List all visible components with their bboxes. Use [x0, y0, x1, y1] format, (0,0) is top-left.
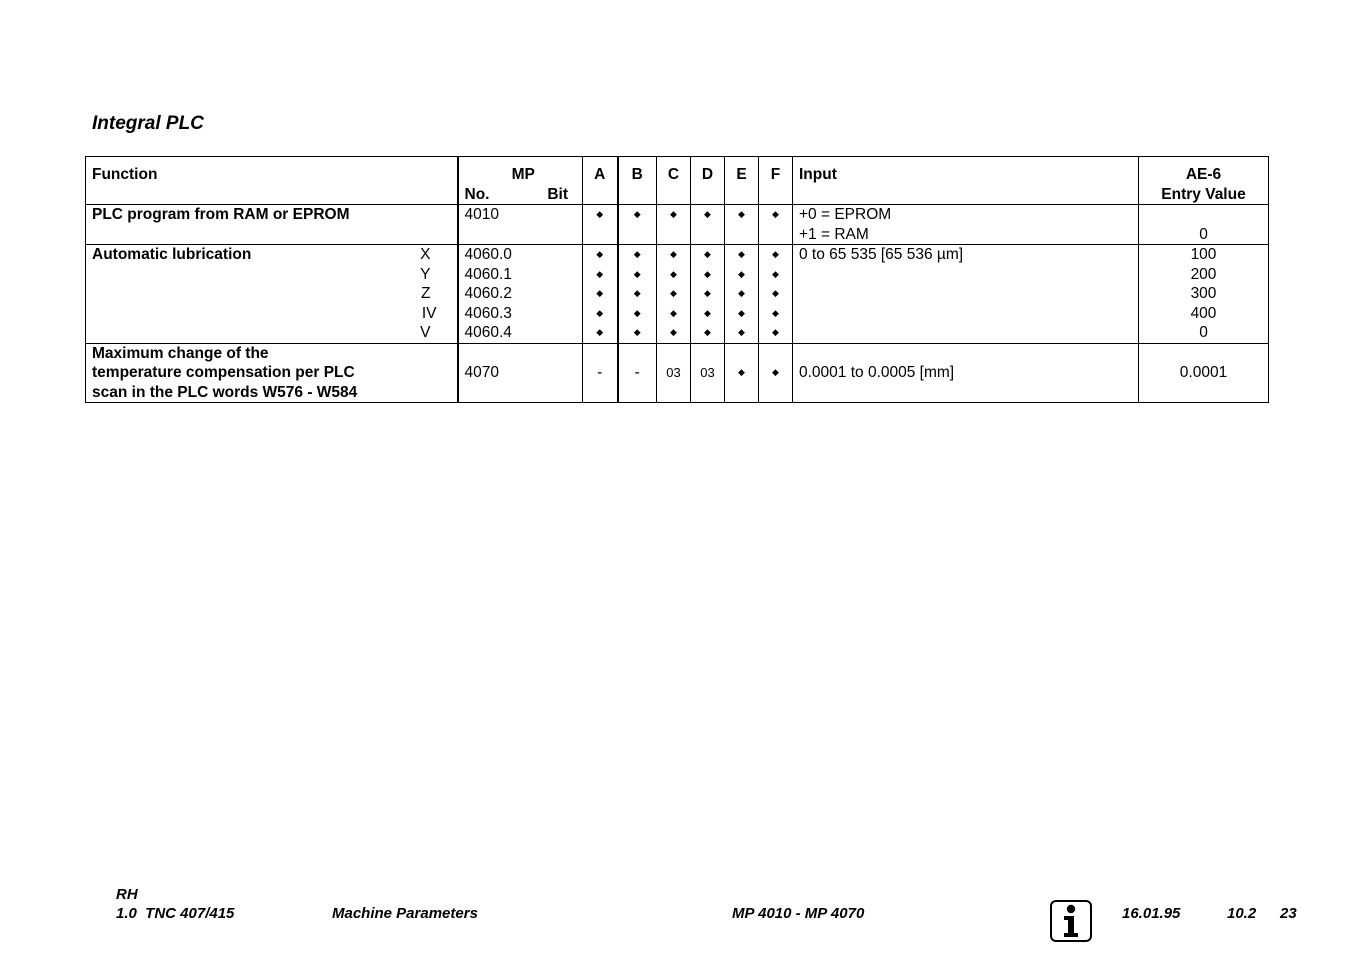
flag-c: 03: [657, 343, 691, 403]
flag-c: ◆: [657, 205, 691, 245]
flag-b: -: [618, 343, 657, 403]
header-b: B: [618, 157, 657, 205]
header-function: Function: [86, 157, 458, 205]
mp-number: 4060.0: [464, 246, 512, 263]
flag-e: ◆ ◆ ◆ ◆ ◆: [725, 245, 759, 344]
input-line: +1 = RAM: [799, 225, 869, 243]
input-line: +0 = EPROM: [799, 206, 892, 223]
entry-value: 0.0001: [1139, 343, 1269, 403]
header-c: C: [657, 157, 691, 205]
table-row: [86, 245, 1269, 344]
flag-a: ◆: [583, 205, 618, 245]
input-cell: [793, 205, 1139, 245]
entry-value: 0: [1199, 324, 1208, 341]
input-cell: 0 to 65 535 [65 536 µm]: [793, 245, 1139, 344]
input-cell: 0.0001 to 0.0005 [mm]: [793, 343, 1139, 403]
header-a: A: [583, 157, 618, 205]
table-row: [86, 205, 1269, 245]
header-entry: [1139, 157, 1269, 205]
axis-label: Y: [420, 265, 431, 283]
function-line: temperature compensation per PLC: [92, 364, 355, 381]
header-mp: [458, 157, 583, 205]
header-bit: Bit: [547, 185, 568, 203]
flag-d: ◆ ◆ ◆ ◆ ◆: [691, 245, 725, 344]
flag-a: -: [583, 343, 618, 403]
entry-cell: [1139, 205, 1269, 245]
entry-cell: [1139, 245, 1269, 344]
flag-f: ◆: [759, 205, 793, 245]
footer-range: MP 4010 - MP 4070: [732, 905, 865, 922]
mp-number: 4060.4: [464, 324, 512, 341]
footer-section: Machine Parameters: [332, 905, 478, 922]
entry-value: 400: [1190, 304, 1217, 322]
footer-date: 16.01.95: [1122, 905, 1181, 922]
axis-label: IV: [421, 304, 437, 322]
flag-d: ◆: [691, 205, 725, 245]
footer-chapter: 10.2: [1227, 905, 1257, 922]
function-cell: PLC program from RAM or EPROM: [92, 206, 350, 223]
mp-number-cell: [458, 245, 583, 344]
function-cell: [86, 343, 458, 403]
flag-a: ◆ ◆ ◆ ◆ ◆: [583, 245, 618, 344]
page-title: Integral PLC: [92, 113, 204, 134]
table-header-row: [86, 157, 1269, 205]
footer-version: 1.0 TNC 407/415: [116, 905, 235, 922]
function-line: scan in the PLC words W576 - W584: [92, 383, 358, 401]
function-cell: [86, 245, 458, 344]
mp-number: 4010: [458, 205, 583, 245]
header-mp-label: MP: [511, 166, 535, 183]
mp-number: 4060.2: [464, 285, 512, 302]
flag-e: ◆: [725, 343, 759, 403]
mp-number: 4060.3: [464, 304, 512, 322]
header-f: F: [759, 157, 793, 205]
flag-b: ◆ ◆ ◆ ◆ ◆: [618, 245, 657, 344]
mp-number: 4070: [458, 343, 583, 403]
entry-value: 100: [1190, 246, 1217, 263]
entry-value: 300: [1190, 285, 1217, 302]
header-e: E: [725, 157, 759, 205]
axis-label: Z: [421, 285, 431, 302]
header-no: No.: [464, 185, 490, 203]
flag-b: ◆: [618, 205, 657, 245]
header-ae6: AE-6: [1185, 166, 1222, 183]
axis-label: V: [420, 324, 431, 341]
machine-parameter-table: [85, 156, 1269, 403]
flag-d: 03: [691, 343, 725, 403]
mp-number: 4060.1: [464, 265, 512, 283]
info-icon: [1050, 900, 1092, 942]
axis-label: X: [420, 246, 431, 263]
footer-page: 23: [1280, 905, 1297, 922]
function-label: Automatic lubrication: [92, 246, 252, 263]
flag-f: ◆: [759, 343, 793, 403]
footer-rh: RH: [116, 886, 138, 903]
table-row: [86, 343, 1269, 403]
entry-value: 200: [1190, 265, 1217, 283]
header-input: Input: [793, 157, 1139, 205]
entry-value: 0: [1199, 225, 1208, 243]
flag-e: ◆: [725, 205, 759, 245]
flag-f: ◆ ◆ ◆ ◆ ◆: [759, 245, 793, 344]
flag-c: ◆ ◆ ◆ ◆ ◆: [657, 245, 691, 344]
header-d: D: [691, 157, 725, 205]
function-line: Maximum change of the: [92, 344, 269, 362]
header-entry-value: Entry Value: [1161, 185, 1246, 203]
